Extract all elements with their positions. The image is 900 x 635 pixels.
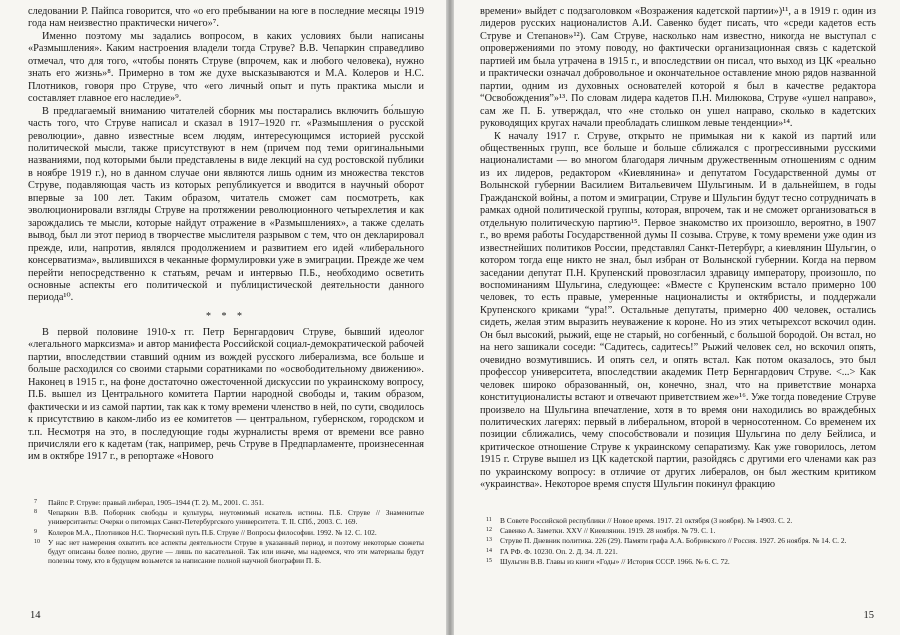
footnote-text: Шульгин В.В. Главы из книги «Годы» // История СССР. 1966. № 6. С. 72. <box>500 556 730 566</box>
left-page-body <box>28 6 424 464</box>
footnote <box>480 526 876 535</box>
footnote-number: 14 <box>486 547 492 554</box>
section-break: * * * <box>206 310 246 322</box>
footnote-number: 13 <box>486 537 492 544</box>
footnote-number: 8 <box>34 509 37 516</box>
footnote-number: 10 <box>34 538 40 545</box>
paragraph: Именно поэтому мы задались вопросом, в каких условиях были написаны «Размышления». Каким настроения владели тогда Струве? В.В. Чепаркин справедливо отмечал, что для того, «чтобы понять Струве (впрочем, как и любого человека), нужно знать его жизнь»⁸. Примерно в том же духе высказываются и М.А. Колеров и Н.С. Плотников, говоря про Струве, что «его личный опыт и путь практика мысли и составляет главное его наследие»⁹. <box>28 30 424 105</box>
footnote-text: Савенко А. Заметки. XXV // Киевлянин. 1919. 28 ноября. № 79. С. 1. <box>500 526 716 536</box>
book-gutter <box>446 0 454 635</box>
footnote <box>28 528 424 537</box>
left-page <box>0 0 446 635</box>
footnote-text: Чепаркин В.В. Поборник свободы и культуры, неутомимый искатель истины. П.Б. Струве // Знаменитые университанты: Очерки о питомцах Санкт-Петербургского университета. Т. II. СПб., 2003. С. 169. <box>48 508 424 527</box>
footnote <box>28 508 424 526</box>
page-number: 15 <box>863 610 874 621</box>
paragraph: времени» выйдет с подзаголовком «Возражения кадетской партии»)¹¹, а в 1919 г. один из лидеров русских националистов А.И. Савенко будет писать, что «среди кадетов есть Струве и Степанов»¹²). Сам Струве, насколько нам известно, никогда не выступал с опровержениями по этому поводу, но фактически организационная связь с кадетской партией им была утрачена в 1915 г., и впоследствии он писал, что выход из ЦК «реально и практически означал добровольное и окончательное оставление мною рядов названной партии, одним из духовных основателей которой я был в качестве редактора “Освобождения”»¹³. По словам лидера кадетов П.Н. Милюкова, Струве «ушел направо», сам же П. Б. утверждал, что «не столько он ушел направо, сколько в кадетских руководящих кругах начали преобладать слишком левые тенденции»¹⁴. <box>480 6 876 130</box>
footnote <box>480 536 876 545</box>
footnote-text: ГА РФ. Ф. 10230. Оп. 2. Д. 34. Л. 221. <box>500 546 618 556</box>
page-number: 14 <box>30 610 41 621</box>
footnote <box>28 498 424 507</box>
footnote-number: 11 <box>486 517 492 523</box>
footnote-text: Колеров М.А., Плотников Н.С. Творческий путь П.Б. Струве // Вопросы философии. 1992. № 12. С. 102. <box>48 527 377 537</box>
footnote-number: 9 <box>34 528 37 535</box>
footnote-text: Струве П. Дневник политика. 226 (29). Памяти графа А.А. Бобринского // Россия. 1927. 26 ноября. № 14. С. 2. <box>500 536 847 546</box>
right-page-body <box>480 6 876 492</box>
paragraph: В первой половине 1910-х гг. Петр Бернгардович Струве, бывший идеолог «легального марксизма» и автор манифеста Российской социал-демократической рабочей партии, впоследствии ставший одним из вождей русского либерализма, все больше и больше расходился со своими старыми соратниками по «освободительному движению». Наконец в 1915 г., на фоне достаточно ожесточенной дискуссии по украинскому вопросу, П.Б. вышел из Центрального комитета Партии народной свободы и, таким образом, фактически и из самой партии, так как к тому времени членство в ней, по сути, сводилось к присутствию в каком-либо из ее комитетов — центральном, губернском, городском и т.п. Несмотря на это, в последующие годы журналисты время от времени все равно причисляли его к кадетам (так, например, речь Струве в Предпарламенте, произнесенная им в октябре 1917 г., в репортаже «Нового <box>28 326 424 463</box>
footnote <box>480 516 876 525</box>
footnote-text: У нас нет намерения охватить все аспекты деятельности Струве в указанный период, и поэтому некоторые сюжеты будут описаны более полно, другие — лишь по касательной. Так или иначе, мы надеемся, что эти материалы будут полезны тому, кто в будущем возьмется за написание полной научной биографии П. Б. <box>48 537 424 566</box>
footnote-text: В Совете Российской республики // Новое время. 1917. 21 октября (3 ноября). № 14903. С. 2. <box>500 516 793 525</box>
footnote <box>28 538 424 566</box>
paragraph: К началу 1917 г. Струве, открыто не примыкая ни к какой из партий или общественных групп, все больше и больше сближался с прогрессивными русскими националистами — во многом благодаря личным дружественным отношениям с одним из их лидеров, редактором «Киевлянина» и депутатом Государственной думы от Волынской губернии Василием Витальевичем Шульгиным. И в дальнейшем, в годы Гражданской войны, а потом и эмиграции, Струве и Шульгин будут тесно сотрудничать в рамках одной политической группы, которая, впрочем, так и не сможет организоваться в отдельную политическую партию¹⁵. Первое знакомство их произошло, вероятно, в 1907 г., во время работы Государственной думы II созыва. Струве, к тому времени уже один из известнейших политиков России, представлял Санкт-Петербург, а киевлянин Шульгин, о котором тогда еще никто не знал, был избран от Волынской губернии. Когда на первом заседании депутат П.Н. Крупенский провозгласил здравицу императору, произошло, по воспоминаниям Шульгина, следующее: «Вместе с Крупенским встало примерно 100 человек, то есть правые, умеренные националисты и октябристы, и поддержали Крупенского криками “ура!”. Остальные депутаты, примерно 400 человек, остались сидеть, желая этим выразить неуважение к короне. Но из этих четырехсот вскочил один. Он был высокий, рыжий, еще не старый, но согбенный, с большой бородой. Он встал, но на него зашикали соседи: “Садитесь, садитесь!” Рыжий человек сел, но вскочил опять, очевидно возмутившись. И опять сел, и опять встал. Как потом оказалось, это был профессор университета, впоследствии академик Петр Бернгардович Струве. <...> Как человек широко образованный, он, конечно, знал, что на приветствие монарха конституционалисты встают и отвечают приветствием же»¹⁶. Уже тогда поведение Струве произвело на Шульгина впечатление, хотя в то время они находились во враждебных политических лагерях: первый в либеральном, второй в черносотенном. Со временем их позиции сближались, чему способствовали и позиция Шульгина по делу Бейлиса, и критическое отношение Струве к украинскому сепаратизму. Как уже говорилось, летом 1915 г. Струве вышел из ЦК кадетской партии, разойдясь с другими его членами как раз по украинскому вопросу: в отличие от других либералов, он был жестким критиком «украинства». Некоторое время спустя Шульгин покинул фракцию <box>480 130 876 491</box>
right-footnotes <box>480 516 876 567</box>
right-page <box>454 0 900 635</box>
footnote-text: Пайпс Р. Струве: правый либерал, 1905–1944 (Т. 2). М., 2001. С. 351. <box>48 498 264 507</box>
footnote <box>480 557 876 566</box>
paragraph: следовании Р. Пайпса говорится, что «о его пребывании на юге в последние месяцы 1919 года нам неизвестно практически ничего»⁷. <box>28 6 424 30</box>
footnote-number: 15 <box>486 557 492 564</box>
footnote-number: 12 <box>486 527 492 534</box>
left-footnotes <box>28 498 424 566</box>
footnote <box>480 547 876 556</box>
paragraph: В предлагаемый вниманию читателей сборник мы постарались включить бо́льшую часть того, что Струве написал и сказал в 1917–1920 гг. «Размышления о русской революции», давно известные всем людям, интересующимся историей русской политической мысли, также присутствуют в нем (причем под теми оригинальными названиями, под которыми были представлены в виде лекций на суд ростовской публики в ноябре 1919 г.), но в данном случае они являются лишь одним из множества текстов Струве, подавляющая часть из которых републикуется и вводится в научный оборот впервые за 100 лет. Таким образом, читатель сможет сам посмотреть, как эволюционировали взгляды Струве на протяжении революционного четырехлетия и как зарождались те мысли, которые найдут отражение в «Размышлениях», а также сделать вывод, был ли этот период в творчестве мыслителя разрывом с тем, что он декларировал прежде, или, напротив, являлся продолжением и развитием его идей «либерального консерватизма», вылившихся в чеканные формулировки уже в эмиграции. Прежде же чем перейти непосредственно к статьям, речам и интервью П.Б., необходимо осветить основные аспекты его политической и публицистической деятельности данного периода¹⁰. <box>28 105 424 304</box>
footnote-number: 7 <box>34 499 37 505</box>
